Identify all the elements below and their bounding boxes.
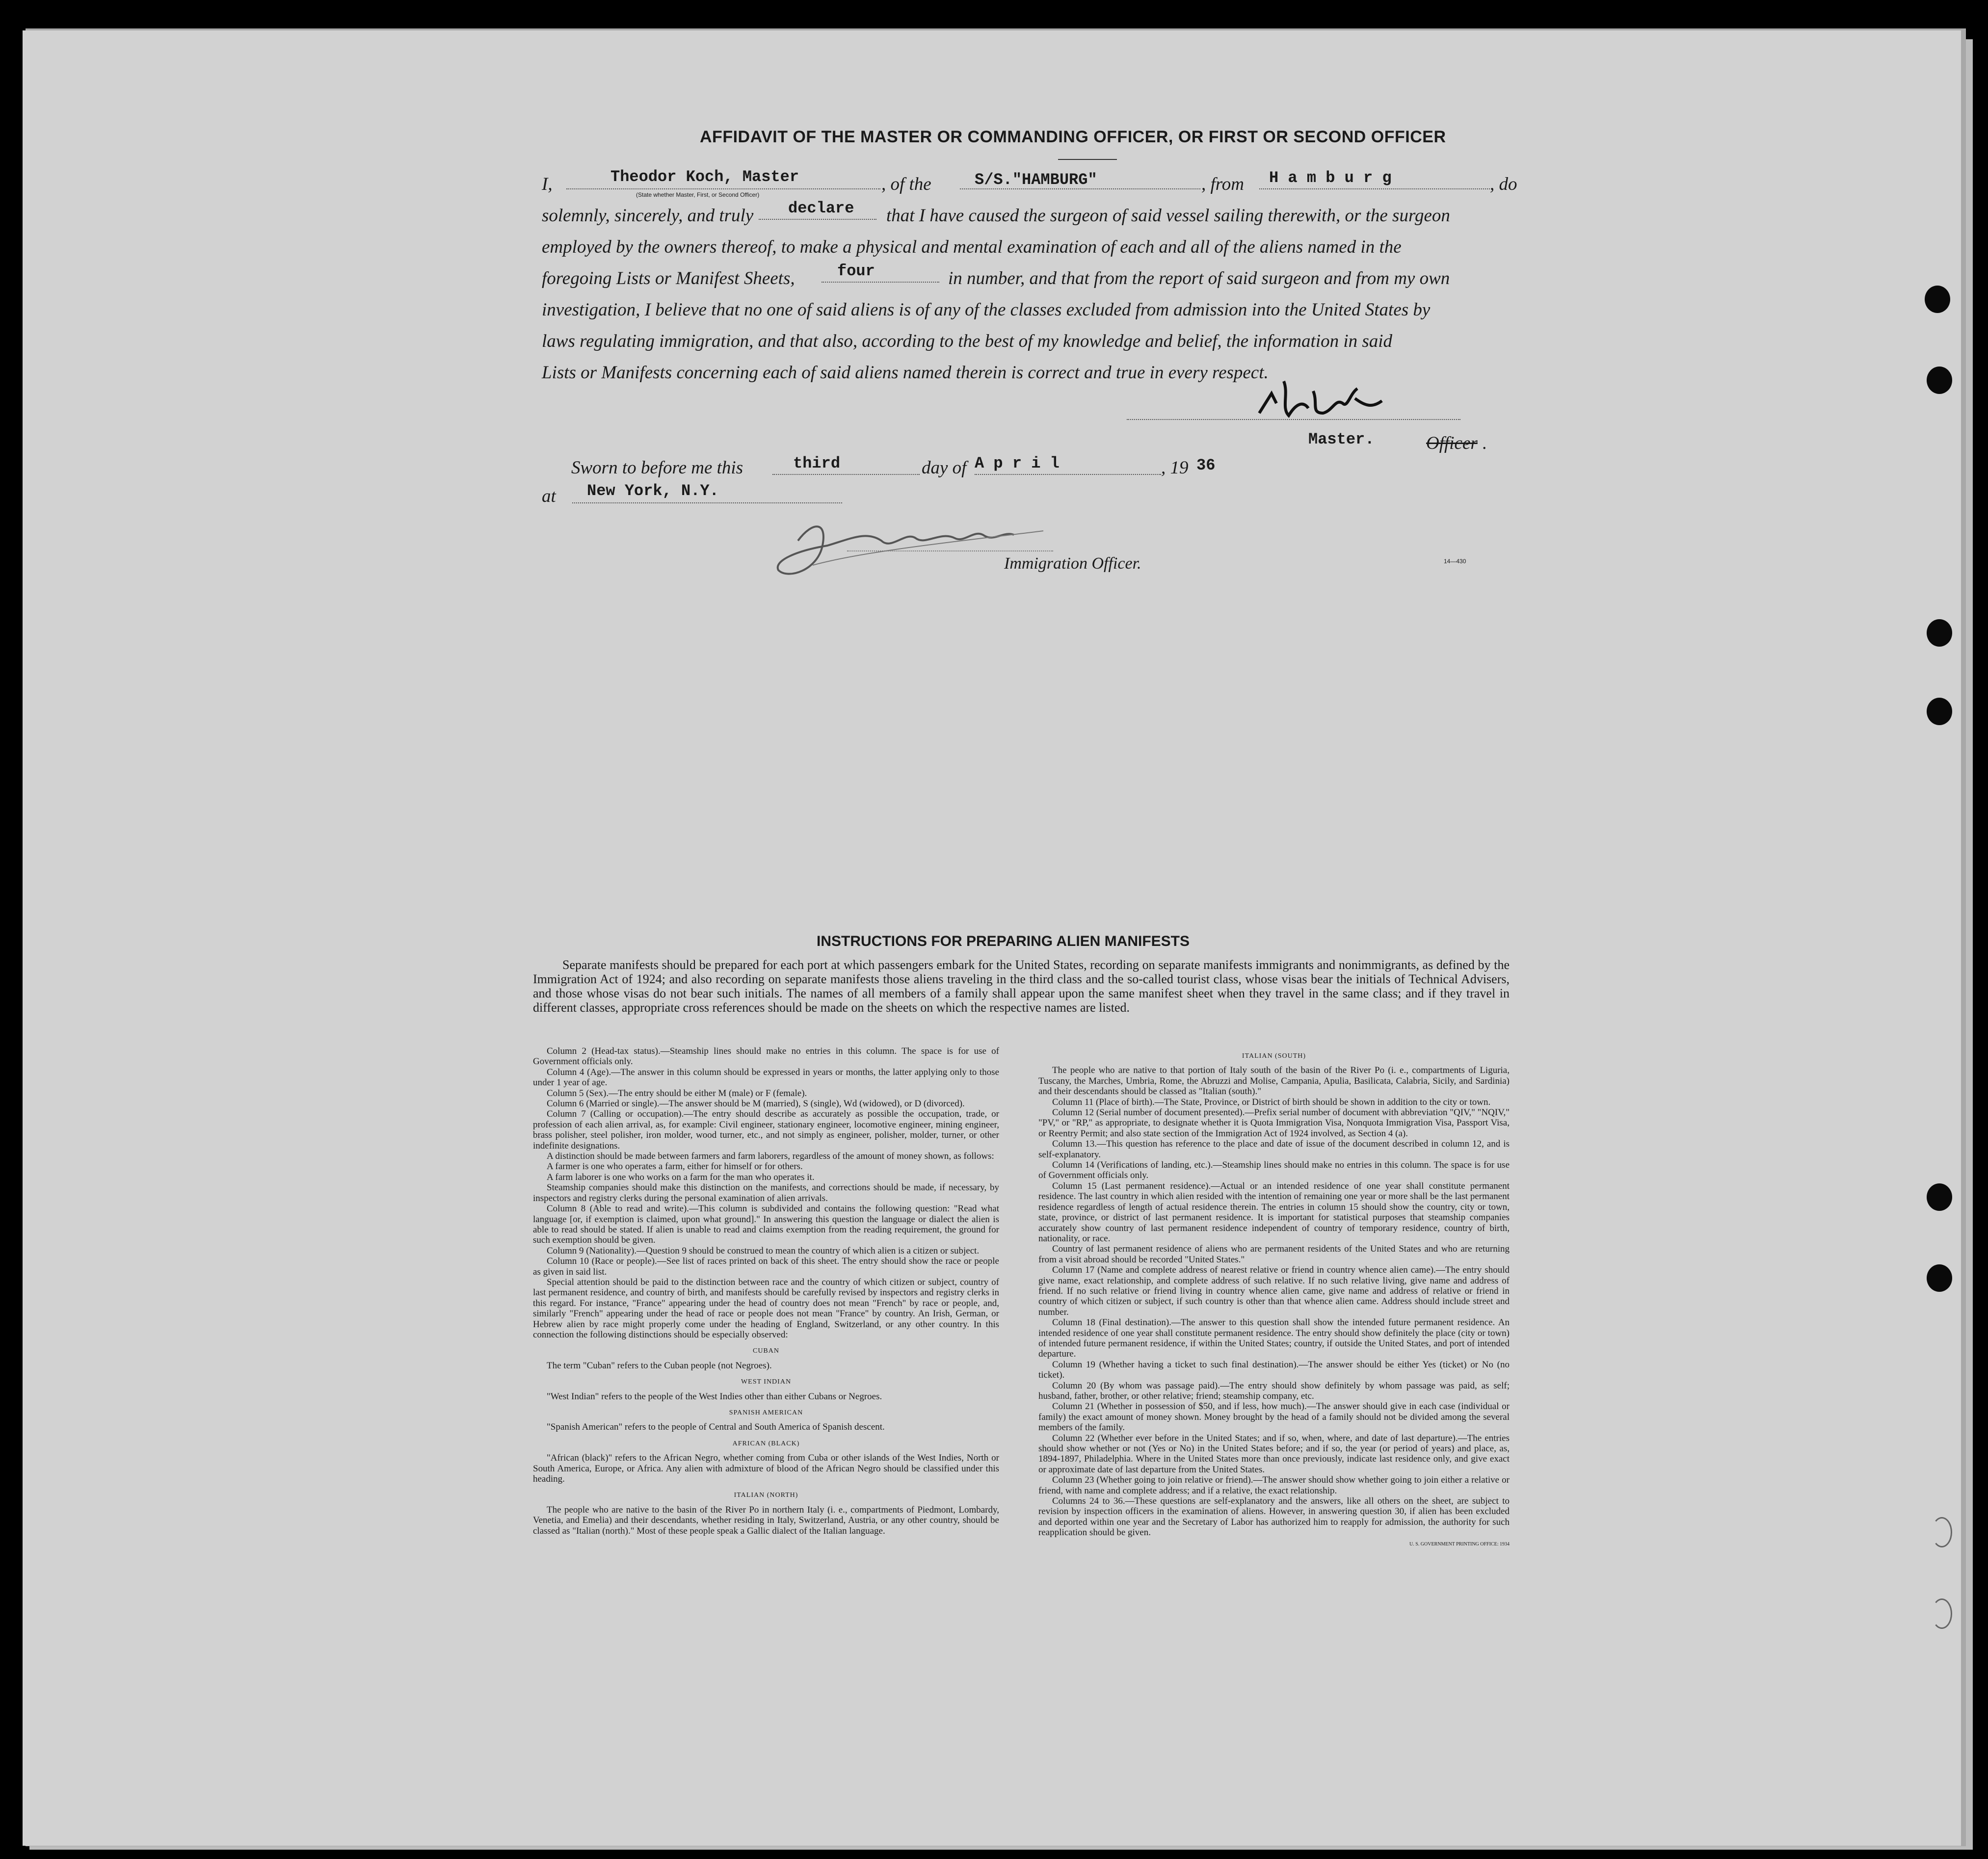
- heading-west-indian: WEST INDIAN: [741, 1378, 792, 1386]
- punch-hole: [1927, 698, 1952, 725]
- instructions-intro: Separate manifests should be prepared for each port at which passengers embark for the United States, recording on separate manifests immigrants and nonimmigrants, as defined by the Immigration Act of 1924; and also recording on separate manifests those aliens traveling in the third class and the so-called tourist class, whose visas bear the initials of Technical Advisers, and those whose visas do not bear such initials. The names of all members of a family shall appear upon the same manifest sheet when they travel in the same class; and if they travel in different classes, appropriate cross references should be made on the sheets on which the respective names are listed.: [533, 958, 1510, 1015]
- year-prefix: , 19: [1161, 458, 1189, 478]
- port-name: H a m b u r g: [1269, 169, 1392, 187]
- declare-verb: declare: [788, 199, 854, 217]
- col-para: Column 10 (Race or people).—See list of races printed on back of this sheet. The entry should show the race or people as given in said list.: [533, 1256, 999, 1277]
- instructions-left-column: [533, 1046, 999, 1536]
- punch-hole: [1927, 367, 1952, 394]
- col-para: Column 5 (Sex).—The entry should be either M (male) or F (female).: [547, 1088, 807, 1099]
- col-para: Column 9 (Nationality).—Question 9 should be construed to mean the country of which alien is a citizen or subject.: [547, 1245, 980, 1256]
- heading-italian-south: ITALIAN (SOUTH): [1242, 1052, 1306, 1060]
- officer-struck: Officer: [1426, 433, 1478, 453]
- col-para: A farmer is one who operates a farm, either for himself or for others.: [547, 1161, 803, 1172]
- punch-hole: [1925, 286, 1950, 313]
- line4a: foregoing Lists or Manifest Sheets,: [542, 268, 795, 288]
- sworn-day-line: [772, 474, 920, 475]
- year-suffix: 36: [1196, 456, 1216, 474]
- line6: laws regulating immigration, and that also, according to the best of my knowledge and belief, the information in said: [542, 331, 1393, 351]
- line1-i: I,: [542, 174, 553, 194]
- day-of-label: day of: [922, 458, 967, 478]
- sworn-location: New York, N.Y.: [587, 482, 719, 500]
- col-para: The people who are native to the basin of the River Po in northern Italy (i. e., compartments of Piedmont, Lombardy, Venetia, and Emelia) and their descendants, whether residing in Italy, Switzerland, Austria, or any other country, should be classed as "Italian (north)." Most of these people speak a Gallic dialect of the Italian language.: [533, 1504, 999, 1536]
- heading-italian-north: ITALIAN (NORTH): [734, 1492, 798, 1499]
- col-para: Column 21 (Whether in possession of $50, and if less, how much).—The answer should give in each case (individual or family) the exact amount of money shown. Money brought by the head of a family should not be divided among the several members of the family.: [1038, 1401, 1510, 1433]
- col-para: Column 7 (Calling or occupation).—The entry should describe as accurately as possible the occupation, trade, or profession of each alien arrival, as, for example: Civil engineer, stationary engineer, locomotive engineer, mining engineer, brass polisher, steel polisher, iron molder, wood turner, etc., and not simply as engineer, polisher, molder, turner, or other indefinite designations.: [533, 1109, 999, 1151]
- col-para: Column 12 (Serial number of document presented).—Prefix serial number of document with abbreviation "QIV," "NQIV," "PV," or "RP," as appropriate, to designate whether it is Quota Immigration Visa, Nonquota Immigration Visa, Passport Visa, or Reentry Permit; and also state section of the Immigration Act of 1924 involved, as Section 4 (a).: [1038, 1107, 1510, 1139]
- col-para: Columns 24 to 36.—These questions are self-explanatory and the answers, like all others on the sheet, are subject to revision by inspection officers in the examination of aliens. However, in answering question 30, if alien has been excluded and deported within one year and the Secretary of Labor has authorized him to reapply for admission, the authority for such reapplication should be given.: [1038, 1496, 1510, 1538]
- line3: employed by the owners thereof, to make a physical and mental examination of each and all of the aliens named in the: [542, 237, 1402, 257]
- document-page: [23, 30, 1961, 1846]
- col-para: "West Indian" refers to the people of the West Indies other than either Cubans or Negroes.: [547, 1391, 882, 1402]
- sheet-count: four: [837, 262, 875, 280]
- col-para: A farm laborer is one who works on a farm for the man who operates it.: [547, 1172, 815, 1182]
- instructions-right-column: [1038, 1051, 1510, 1549]
- sworn-label: Sworn to before me this: [571, 458, 743, 478]
- affidavit-title: AFFIDAVIT OF THE MASTER OR COMMANDING OFFICER, OR FIRST OR SECOND OFFICER: [700, 128, 1446, 146]
- officer-period: .: [1483, 433, 1487, 453]
- master-title: Master.: [1308, 430, 1375, 448]
- col-para: Steamship companies should make this distinction on the manifests, and corrections should be made, if necessary, by inspectors and registry clerks during the personal examination of alien arrivals.: [533, 1182, 999, 1204]
- at-label: at: [542, 486, 556, 506]
- punch-hole-reinforced: [1932, 1598, 1952, 1629]
- punch-hole-reinforced: [1932, 1517, 1952, 1547]
- col-para: Column 13.—This question has reference to the place and date of issue of the document described in column 12, and is self-explanatory.: [1038, 1139, 1510, 1160]
- punch-hole: [1927, 619, 1952, 647]
- col-para: Column 22 (Whether ever before in the United States; and if so, when, where, and date of last departure).—The entries should show whether or not (Yes or No) in the United States before; and if so, the year (or period of years) and place, as, 1894-1897, Philadelphia. Where in the United States more than once previously, indicate last residence only, and give exact or approximate date of last departure from the United States.: [1038, 1433, 1510, 1475]
- col-para: Column 8 (Able to read and write).—This column is subdivided and contains the following question: "Read what language [or, if exemption is claimed, upon what ground]." In answering this question the language or dialect the alien is able to read should be stated. If alien is unable to read and claims exemption from the reading requirement, the ground for such exemption should be given.: [533, 1204, 999, 1246]
- from-label: , from: [1201, 174, 1245, 194]
- printer-imprint: U. S. GOVERNMENT PRINTING OFFICE: 1934: [1409, 1541, 1510, 1547]
- col-para: The term "Cuban" refers to the Cuban people (not Negroes).: [547, 1360, 772, 1371]
- col-para: Country of last permanent residence of aliens who are permanent residents of the United States and who are returning from a visit abroad should be recorded "United States.": [1038, 1244, 1510, 1265]
- punch-hole: [1927, 1264, 1952, 1292]
- line2b: that I have caused the surgeon of said vessel sailing therewith, or the surgeon: [886, 206, 1450, 226]
- of-the-label: , of the: [881, 174, 931, 194]
- punch-hole: [1927, 1183, 1952, 1211]
- declare-line: [759, 219, 876, 220]
- col-para: Column 6 (Married or single).—The answer should be M (married), S (single), Wd (widowed), or D (divorced).: [547, 1099, 965, 1109]
- col-para: Column 20 (By whom was passage paid).—The entry should show definitely by whom passage was paid, as self; husband, father, brother, or other relative; friend; steamship company, etc.: [1038, 1380, 1510, 1401]
- sworn-month-line: [975, 474, 1161, 475]
- sheet-count-line: [822, 282, 939, 283]
- col-para: Special attention should be paid to the distinction between race and the country of which citizen or subject, country of last permanent residence, and country of birth, and manifests should be carefully revised by inspectors and registry clerks in this regard. For instance, "France" appearing under the head of country does not mean "French" by race or people, and, similarly "French" appearing under the head of race or people does not mean "France" by country. An Irish, German, or Hebrew alien by race might properly come under the heading of England, Switzerland, or any other country. In this connection the following distinctions should be especially observed:: [533, 1277, 999, 1340]
- sworn-day: third: [793, 454, 841, 472]
- officer-name: Theodor Koch, Master: [610, 168, 799, 186]
- immigration-officer-line: [847, 550, 1053, 551]
- col-para: Column 23 (Whether going to join relative or friend).—The answer should show whether going to join either a relative or friend, with name and complete address; and if a relative, the exact relationship.: [1038, 1475, 1510, 1496]
- port-line: [1259, 188, 1490, 189]
- instructions-title: INSTRUCTIONS FOR PREPARING ALIEN MANIFESTS: [817, 933, 1190, 949]
- officer-note: (State whether Master, First, or Second Officer): [636, 191, 760, 198]
- col-para: "Spanish American" refers to the people of Central and South America of Spanish descent.: [547, 1422, 885, 1433]
- sworn-month: A p r i l: [975, 454, 1060, 472]
- line4b: in number, and that from the report of said surgeon and from my own: [948, 268, 1450, 288]
- col-para: "African (black)" refers to the African Negro, whether coming from Cuba or other islands of the West Indies, North or South America, Europe, or Africa. Any alien with admixture of blood of the African Negro should be classified under this heading.: [533, 1453, 999, 1485]
- line2a: solemnly, sincerely, and truly: [542, 206, 754, 226]
- title-rule: [1058, 159, 1117, 160]
- heading-spanish-american: SPANISH AMERICAN: [729, 1409, 803, 1416]
- col-para: Column 2 (Head-tax status).—Steamship lines should make no entries in this column. The space is for use of Government officials only.: [533, 1046, 999, 1067]
- col-para: Column 17 (Name and complete address of nearest relative or friend in country whence alien came).—The entry should give name, exact relationship, and complete address of such relative. If no such relative living, give name and address of friend. If no such relative or friend living in country whence alien came, give name and address of relative or friend in country of which citizen or subject, if such country is other than that whence alien came. Address should include street and number.: [1038, 1265, 1510, 1317]
- heading-cuban: CUBAN: [752, 1347, 779, 1355]
- col-para: Column 11 (Place of birth).—The State, Province, or District of birth should be shown in addition to the city or town.: [1052, 1097, 1491, 1107]
- signature-line: [1127, 419, 1460, 420]
- line7: Lists or Manifests concerning each of said aliens named therein is correct and true in every respect.: [542, 363, 1269, 383]
- vessel-name: S/S."HAMBURG": [975, 171, 1097, 189]
- officer-name-line: [566, 188, 880, 189]
- col-para: Column 4 (Age).—The answer in this column should be expressed in years or months, the latter applying only to those under 1 year of age.: [533, 1067, 999, 1088]
- col-para: Column 15 (Last permanent residence).—Actual or an intended residence of one year shall constitute permanent residence. The last country in which alien resided with the intention of remaining one year or more shall be the last permanent residence regardless of length of actual residence therein. The entries in column 15 should show the country, city or town, state, province, or district of last permanent residence. It is important for statistical purposes that steamship companies accurately show country of last permanent residence independent of country of temporary residence, country of birth, nationality, or race.: [1038, 1180, 1510, 1244]
- col-para: Column 18 (Final destination).—The answer to this question shall show the intended future permanent residence. An intended residence of one year shall constitute permanent residence. The entry should show definitely the place (city or town) of intended future permanent residence, if within the United States; country, if outside the United States, and port of intended departure.: [1038, 1317, 1510, 1360]
- col-para: Column 19 (Whether having a ticket to such final destination).—The answer should be either Yes (ticket) or No (no ticket).: [1038, 1359, 1510, 1381]
- immigration-officer-label: Immigration Officer.: [1004, 554, 1141, 573]
- do-label: , do: [1490, 174, 1517, 194]
- col-para: The people who are native to that portion of Italy south of the basin of the River Po (i. e., compartments of Liguria, Tuscany, the Marches, Umbria, Rome, the Abruzzi and Molise, Campania, Apulia, Basilicata, Calabria, Sicily, and Sardinia) and their descendants should be classed as "Italian (south).": [1038, 1065, 1510, 1097]
- col-para: A distinction should be made between farmers and farm laborers, regardless of the amount of money shown, as follows:: [547, 1151, 994, 1162]
- line5: investigation, I believe that no one of said aliens is of any of the classes excluded from admission into the United States by: [542, 300, 1431, 320]
- location-line: [572, 502, 842, 503]
- col-para: Column 14 (Verifications of landing, etc.).—Steamship lines should make no entries in this column. The space is for use of Government officials only.: [1038, 1160, 1510, 1181]
- form-number: 14—430: [1444, 558, 1466, 565]
- heading-african: AFRICAN (BLACK): [732, 1440, 800, 1447]
- vessel-line: [960, 188, 1200, 189]
